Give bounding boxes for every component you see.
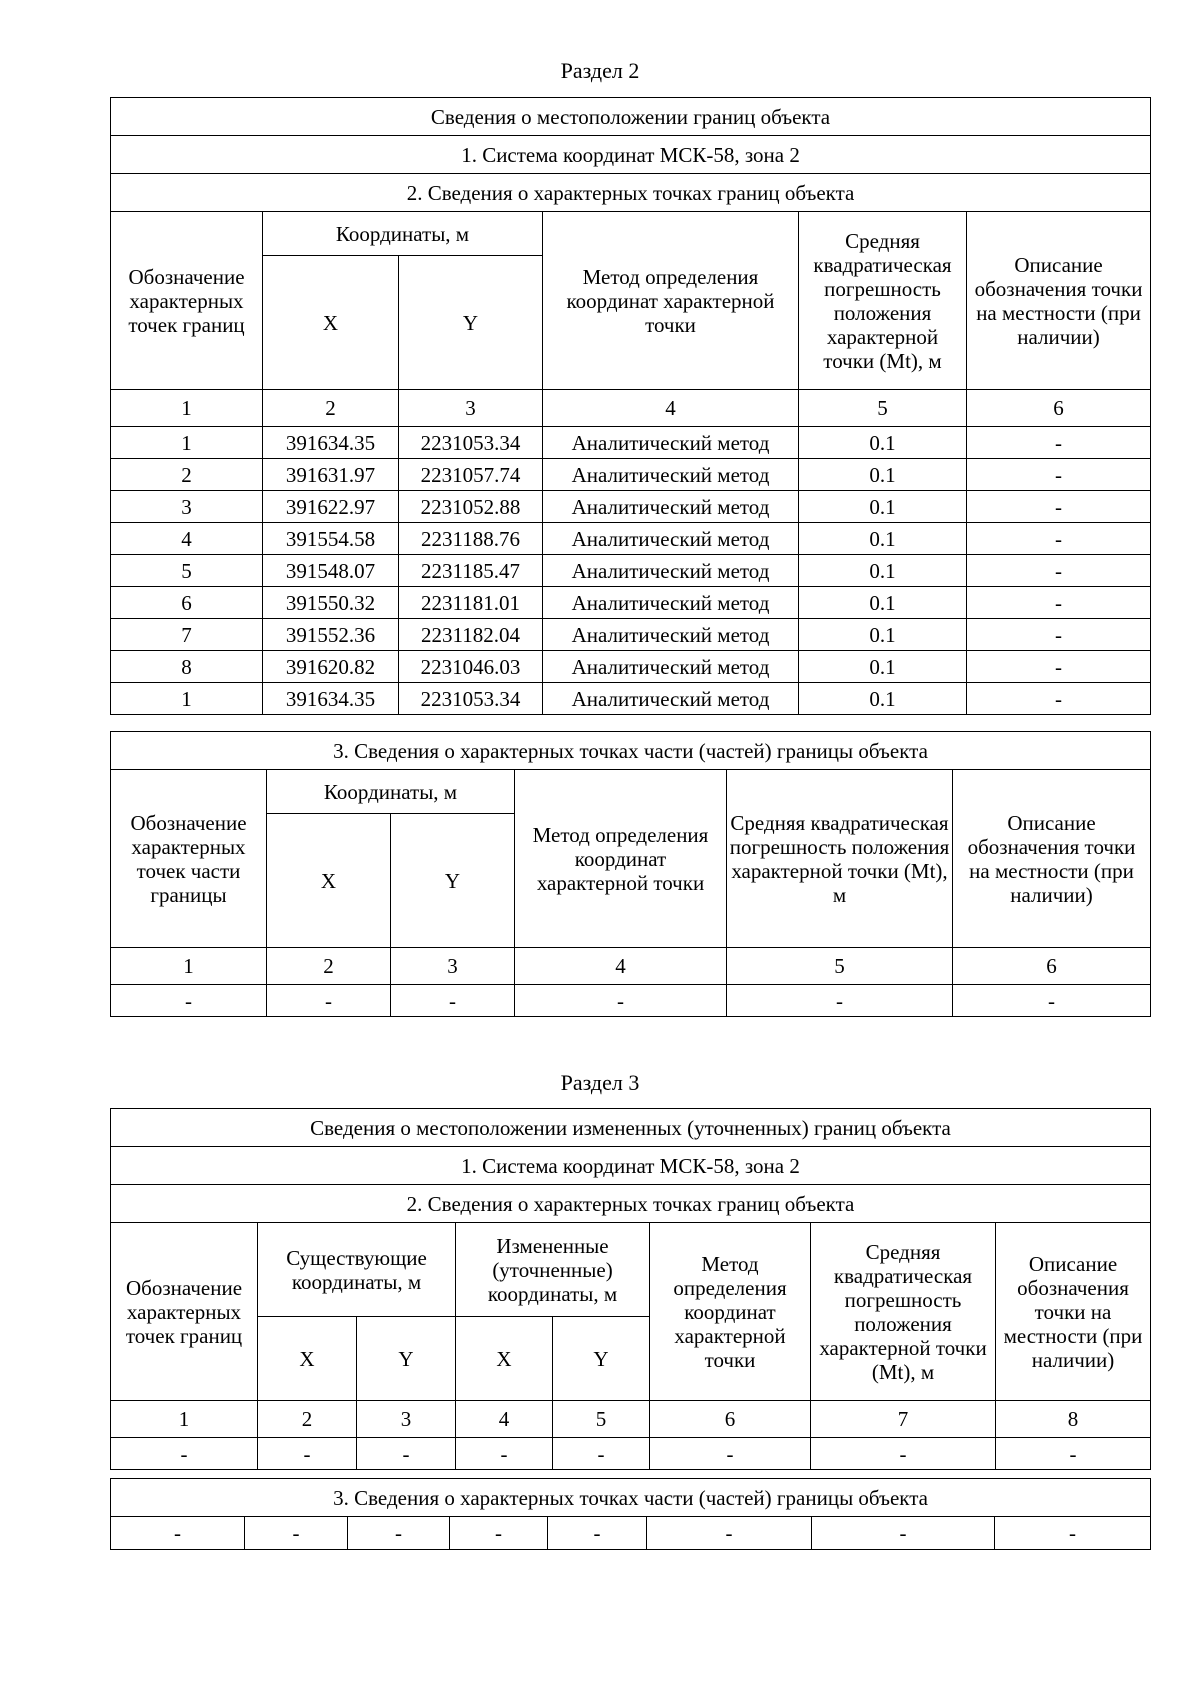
col-number: 8 [996, 1401, 1151, 1438]
col-header-x: X [267, 814, 391, 948]
table-heading: Сведения о местоположении измененных (уточненных) границ объекта [111, 1109, 1151, 1147]
cell-x: 391620.82 [263, 651, 399, 683]
points-section-title: 2. Сведения о характерных точках границ объекта [111, 174, 1151, 212]
col-header-method: Метод определения координат характерной точки [543, 212, 799, 390]
col-header-description: Описание обозначения точки на местности (при наличии) [996, 1223, 1151, 1401]
parts-section-title: 3. Сведения о характерных точках части (частей) границы объекта [111, 732, 1151, 770]
table-caption-row [111, 98, 1151, 136]
table-row [111, 1517, 1151, 1550]
parts-title-row [111, 732, 1151, 770]
section-3-parts-table [110, 1478, 1151, 1550]
table-row [111, 619, 1151, 651]
cell-x: 391634.35 [263, 427, 399, 459]
col-number: 1 [111, 390, 263, 427]
cell-y: 2231182.04 [399, 619, 543, 651]
col-number: 4 [543, 390, 799, 427]
col-number: 3 [399, 390, 543, 427]
coord-system-row [111, 136, 1151, 174]
cell-error: - [811, 1438, 996, 1470]
cell-method: Аналитический метод [543, 683, 799, 715]
cell-x: 391550.32 [263, 587, 399, 619]
cell-point: 1 [111, 427, 263, 459]
table-row [111, 427, 1151, 459]
cell-y: 2231052.88 [399, 491, 543, 523]
coord-system-row [111, 1147, 1151, 1185]
parts-section-title: 3. Сведения о характерных точках части (частей) границы объекта [111, 1479, 1151, 1517]
col-header-description: Описание обозначения точки на местности (при наличии) [967, 212, 1151, 390]
cell-point: 7 [111, 619, 263, 651]
cell-error: - [812, 1517, 995, 1550]
col-header-method: Метод определения координат характерной точки [515, 770, 727, 948]
table-row [111, 491, 1151, 523]
cell-existing-x: - [245, 1517, 348, 1550]
cell-description: - [967, 555, 1151, 587]
cell-x: 391622.97 [263, 491, 399, 523]
col-header-changed-coords: Измененные (уточненные) координаты, м [456, 1223, 650, 1317]
col-header-existing-y: Y [357, 1317, 456, 1401]
cell-description: - [967, 651, 1151, 683]
cell-error: 0.1 [799, 683, 967, 715]
cell-point: 2 [111, 459, 263, 491]
cell-changed-y: - [548, 1517, 647, 1550]
cell-error: 0.1 [799, 459, 967, 491]
cell-description: - [967, 619, 1151, 651]
col-header-y: Y [391, 814, 515, 948]
table-row [111, 555, 1151, 587]
cell-error: 0.1 [799, 651, 967, 683]
cell-y: 2231188.76 [399, 523, 543, 555]
cell-existing-y: - [357, 1438, 456, 1470]
column-numbers-row [111, 390, 1151, 427]
coord-system-label: 1. Система координат МСК-58, зона 2 [111, 136, 1151, 174]
col-header-description: Описание обозначения точки на местности (при наличии) [953, 770, 1151, 948]
cell-y: 2231053.34 [399, 427, 543, 459]
parts-title-row [111, 1479, 1151, 1517]
cell-y: - [391, 985, 515, 1017]
col-number: 2 [263, 390, 399, 427]
section-2-title: Раздел 2 [560, 58, 640, 83]
cell-x: 391634.35 [263, 683, 399, 715]
cell-x: 391631.97 [263, 459, 399, 491]
col-header-error: Средняя квадратическая погрешность положения характерной точки (Mt), м [799, 212, 967, 390]
cell-method: Аналитический метод [543, 523, 799, 555]
cell-x: 391548.07 [263, 555, 399, 587]
col-header-changed-x: X [456, 1317, 553, 1401]
column-numbers-row [111, 1401, 1151, 1438]
cell-existing-y: - [348, 1517, 450, 1550]
cell-method: - [515, 985, 727, 1017]
col-header-designation: Обозначение характерных точек части границы [111, 770, 267, 948]
cell-error: 0.1 [799, 555, 967, 587]
cell-x: - [267, 985, 391, 1017]
col-header-error: Средняя квадратическая погрешность положения характерной точки (Mt), м [727, 770, 953, 948]
cell-error: 0.1 [799, 619, 967, 651]
cell-method: Аналитический метод [543, 651, 799, 683]
col-number: 4 [515, 948, 727, 985]
cell-description: - [953, 985, 1151, 1017]
cell-method: Аналитический метод [543, 555, 799, 587]
cell-x: 391552.36 [263, 619, 399, 651]
cell-point: 3 [111, 491, 263, 523]
header-row [111, 212, 1151, 256]
col-header-existing-coords: Существующие координаты, м [258, 1223, 456, 1317]
cell-point: 4 [111, 523, 263, 555]
col-header-error: Средняя квадратическая погрешность положения характерной точки (Mt), м [811, 1223, 996, 1401]
cell-description: - [967, 523, 1151, 555]
col-number: 2 [267, 948, 391, 985]
cell-existing-x: - [258, 1438, 357, 1470]
points-title-row [111, 1185, 1151, 1223]
cell-y: 2231181.01 [399, 587, 543, 619]
table-heading: Сведения о местоположении границ объекта [111, 98, 1151, 136]
cell-error: 0.1 [799, 427, 967, 459]
points-section-title: 2. Сведения о характерных точках границ объекта [111, 1185, 1151, 1223]
cell-description: - [967, 491, 1151, 523]
col-header-existing-x: X [258, 1317, 357, 1401]
col-number: 6 [953, 948, 1151, 985]
col-header-x: X [263, 256, 399, 390]
col-number: 7 [811, 1401, 996, 1438]
cell-description: - [967, 683, 1151, 715]
table-caption-row [111, 1109, 1151, 1147]
cell-description: - [995, 1517, 1151, 1550]
cell-method: Аналитический метод [543, 587, 799, 619]
cell-error: - [727, 985, 953, 1017]
cell-y: 2231185.47 [399, 555, 543, 587]
table-row [111, 1438, 1151, 1470]
col-header-y: Y [399, 256, 543, 390]
col-header-coords: Координаты, м [267, 770, 515, 814]
cell-method: Аналитический метод [543, 427, 799, 459]
cell-point: - [111, 985, 267, 1017]
cell-y: 2231057.74 [399, 459, 543, 491]
cell-x: 391554.58 [263, 523, 399, 555]
header-row [111, 1223, 1151, 1317]
cell-changed-x: - [456, 1438, 553, 1470]
cell-description: - [996, 1438, 1151, 1470]
cell-y: 2231053.34 [399, 683, 543, 715]
col-number: 6 [650, 1401, 811, 1438]
col-number: 4 [456, 1401, 553, 1438]
cell-y: 2231046.03 [399, 651, 543, 683]
section-3-title: Раздел 3 [560, 1070, 640, 1095]
col-header-method: Метод определения координат характерной точки [650, 1223, 811, 1401]
col-number: 3 [357, 1401, 456, 1438]
coord-system-label: 1. Система координат МСК-58, зона 2 [111, 1147, 1151, 1185]
cell-method: Аналитический метод [543, 459, 799, 491]
table-row [111, 587, 1151, 619]
col-number: 6 [967, 390, 1151, 427]
col-number: 5 [727, 948, 953, 985]
cell-error: 0.1 [799, 523, 967, 555]
cell-method: Аналитический метод [543, 619, 799, 651]
cell-point: 1 [111, 683, 263, 715]
cell-description: - [967, 427, 1151, 459]
col-header-designation: Обозначение характерных точек границ [111, 212, 263, 390]
cell-method: Аналитический метод [543, 491, 799, 523]
col-header-changed-y: Y [553, 1317, 650, 1401]
cell-error: 0.1 [799, 491, 967, 523]
cell-changed-x: - [450, 1517, 548, 1550]
table-row [111, 459, 1151, 491]
col-number: 3 [391, 948, 515, 985]
col-header-coords: Координаты, м [263, 212, 543, 256]
col-number: 1 [111, 948, 267, 985]
cell-description: - [967, 459, 1151, 491]
cell-point: 8 [111, 651, 263, 683]
table-row [111, 985, 1151, 1017]
cell-method: - [650, 1438, 811, 1470]
table-row [111, 683, 1151, 715]
cell-description: - [967, 587, 1151, 619]
parts-header-row [111, 770, 1151, 814]
col-number: 5 [553, 1401, 650, 1438]
column-numbers-row [111, 948, 1151, 985]
col-number: 5 [799, 390, 967, 427]
section-3-changed-boundaries-table [110, 1108, 1151, 1470]
cell-point: 5 [111, 555, 263, 587]
section-2-boundaries-table [110, 97, 1151, 715]
col-header-designation: Обозначение характерных точек границ [111, 1223, 258, 1401]
cell-point: 6 [111, 587, 263, 619]
cell-point: - [111, 1438, 258, 1470]
cell-changed-y: - [553, 1438, 650, 1470]
points-title-row [111, 174, 1151, 212]
cell-error: 0.1 [799, 587, 967, 619]
section-2-parts-table [110, 731, 1151, 1017]
cell-point: - [111, 1517, 245, 1550]
col-number: 1 [111, 1401, 258, 1438]
cell-method: - [647, 1517, 812, 1550]
col-number: 2 [258, 1401, 357, 1438]
table-row [111, 651, 1151, 683]
table-row [111, 523, 1151, 555]
